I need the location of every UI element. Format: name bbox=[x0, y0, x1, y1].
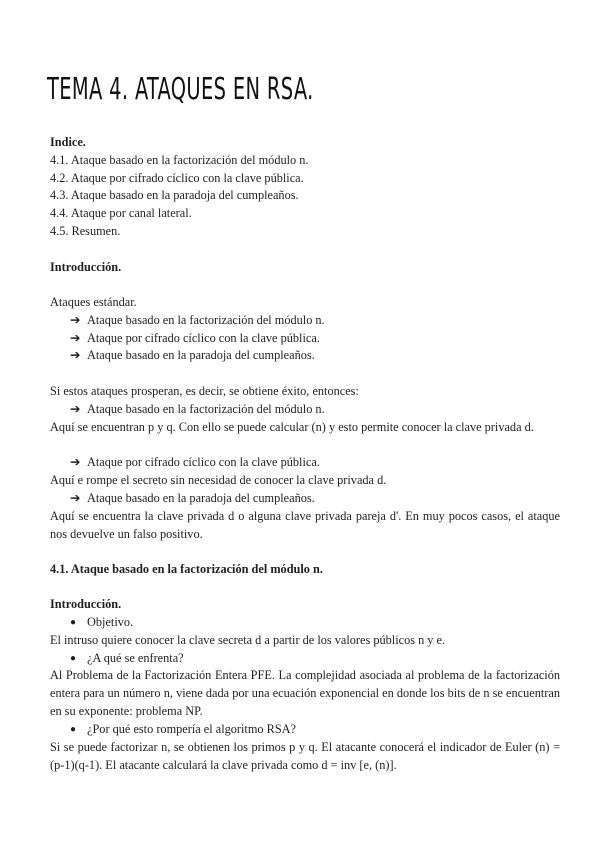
arrow-icon: ➔ bbox=[70, 313, 81, 327]
arrow-icon: ➔ bbox=[70, 331, 81, 345]
index-item: 4.3. Ataque basado en la paradoja del cumpleaños. bbox=[50, 188, 299, 202]
index-item: 4.4. Ataque por canal lateral. bbox=[50, 206, 192, 220]
bullet-item: ● ¿A qué se enfrenta? bbox=[70, 650, 184, 668]
list-item: ➔ Ataque por cifrado cíclico con la clave pública. bbox=[70, 454, 320, 472]
success-result: Aquí se encuentran p y q. Con ello se puede calcular (n) y esto permite conocer la clave privada d. bbox=[50, 420, 534, 434]
list-item: ➔ Ataque basado en la factorización del módulo n. bbox=[70, 401, 325, 419]
section-intro-heading: Introducción. bbox=[50, 597, 122, 611]
arrow-icon: ➔ bbox=[70, 402, 81, 416]
bullet-item: ● ¿Por qué esto rompería el algoritmo RSA? bbox=[70, 721, 296, 739]
section-heading: 4.1. Ataque basado en la factorización del módulo n. bbox=[50, 562, 323, 576]
bullet-icon: ● bbox=[70, 724, 77, 735]
bullet-item: ● Objetivo. bbox=[70, 614, 133, 632]
success-intro: Si estos ataques prosperan, es decir, se obtiene éxito, entonces: bbox=[50, 384, 359, 398]
arrow-icon: ➔ bbox=[70, 348, 81, 362]
list-item: ➔ Ataque por cifrado cíclico con la clave pública. bbox=[70, 330, 320, 348]
bullet-icon: ● bbox=[70, 653, 77, 664]
success-result: Aquí e rompe el secreto sin necesidad de conocer la clave privada d. bbox=[50, 473, 387, 487]
bullet-icon: ● bbox=[70, 617, 77, 628]
bullet-text: Si se puede factorizar n, se obtienen los primos p y q. El atacante conocerá el indicador de Euler (n) = (p-1)(q-1). El atacante calculará la clave privada como d = inv [e, (n)]. bbox=[50, 740, 560, 772]
list-item: ➔ Ataque basado en la factorización del módulo n. bbox=[70, 312, 325, 330]
index-item: 4.5. Resumen. bbox=[50, 224, 121, 238]
index-item: 4.1. Ataque basado en la factorización del módulo n. bbox=[50, 153, 309, 167]
list-item: ➔ Ataque basado en la paradoja del cumpleaños. bbox=[70, 347, 315, 365]
list-item: ➔ Ataque basado en la paradoja del cumpleaños. bbox=[70, 490, 315, 508]
index-heading: Indice. bbox=[50, 135, 86, 149]
success-result: Aquí se encuentra la clave privada d o alguna clave privada pareja d'. En muy pocos casos, el ataque nos devuelve un falso positivo. bbox=[50, 509, 560, 541]
bullet-text: El intruso quiere conocer la clave secreta d a partir de los valores públicos n y e. bbox=[50, 633, 446, 647]
bullet-text: Al Problema de la Factorización Entera PFE. La complejidad asociada al problema de la factorización entera para un número n, viene dada por una ecuación exponencial en donde los bits de n se encuentran en su exponente: problema NP. bbox=[50, 668, 560, 718]
arrow-icon: ➔ bbox=[70, 455, 81, 469]
arrow-icon: ➔ bbox=[70, 491, 81, 505]
index-item: 4.2. Ataque por cifrado cíclico con la clave pública. bbox=[50, 171, 304, 185]
intro-heading: Introducción. bbox=[50, 260, 122, 274]
page-title: TEMA 4. ATAQUES EN RSA. bbox=[47, 72, 314, 107]
standard-attacks-label: Ataques estándar. bbox=[50, 295, 137, 309]
